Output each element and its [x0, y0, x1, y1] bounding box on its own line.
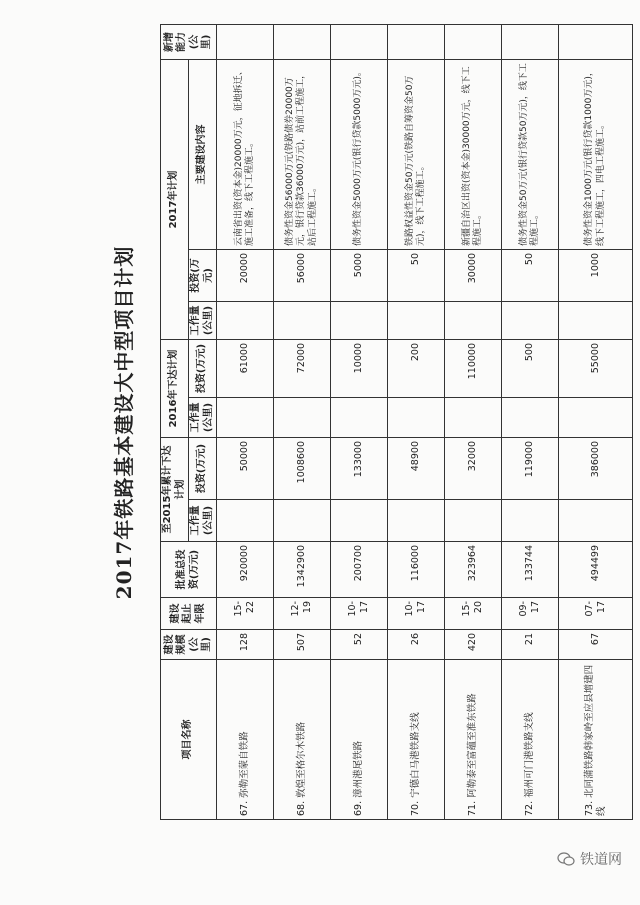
y2017-invest-cell: 5000 — [331, 250, 388, 302]
content-cell: 云南省出资(资本金)20000万元，征地拆迁、施工准备，线下工程施工。 — [217, 59, 274, 249]
content-cell: 铁路权益性资金50万元(铁路自筹资金50万元)，线下工程施工。 — [388, 59, 445, 249]
project-name: 68. 敦煌至格尔木铁路 — [274, 660, 331, 820]
header-2016-workload: 工作量(公里) — [189, 398, 217, 438]
header-2017: 2017年计划 — [161, 59, 189, 339]
plan-table — [160, 24, 633, 820]
y2016-invest-cell: 72000 — [274, 340, 331, 398]
y2017-workload-cell — [388, 302, 445, 340]
new-capacity-cell — [502, 24, 559, 59]
total-cell: 920000 — [217, 542, 274, 598]
total-cell: 116000 — [388, 542, 445, 598]
y2016-workload-cell — [445, 398, 502, 438]
table-row — [502, 24, 559, 819]
content-cell: 债务性资金50万元(银行贷款50万元)，线下工程施工。 — [502, 59, 559, 249]
y2017-invest-cell: 50 — [502, 250, 559, 302]
years-cell: 10-17 — [331, 598, 388, 630]
cum-invest-cell: 119000 — [502, 438, 559, 500]
header-2017-workload: 工作量(公里) — [189, 302, 217, 340]
scale-cell: 507 — [274, 630, 331, 660]
y2016-workload-cell — [331, 398, 388, 438]
table-row — [388, 24, 445, 819]
cum-invest-cell: 1008600 — [274, 438, 331, 500]
scale-cell: 420 — [445, 630, 502, 660]
cum-workload-cell — [274, 500, 331, 542]
header-years: 建设起止年限 — [161, 598, 217, 630]
new-capacity-cell — [274, 24, 331, 59]
y2016-workload-cell — [502, 398, 559, 438]
watermark — [557, 849, 622, 869]
content-cell: 债务性资金5000万元(银行贷款5000万元)。 — [331, 59, 388, 249]
project-name: 72. 福州可门港铁路支线 — [502, 660, 559, 820]
years-cell: 07-17 — [559, 598, 633, 630]
cum-workload-cell — [388, 500, 445, 542]
content-cell: 新疆自治区出资(资本金)30000万元，线下工程施工。 — [445, 59, 502, 249]
y2017-workload-cell — [559, 302, 633, 340]
total-cell: 323964 — [445, 542, 502, 598]
header-cumulative: 至2015年累计下达计划 — [161, 438, 189, 542]
new-capacity-cell — [388, 24, 445, 59]
y2016-invest-cell: 55000 — [559, 340, 633, 398]
total-cell: 494499 — [559, 542, 633, 598]
y2016-invest-cell: 10000 — [331, 340, 388, 398]
content-cell: 债务性资金1000万元(银行贷款1000万元)，线下工程施工，四电工程施工。 — [559, 59, 633, 249]
scale-cell: 67 — [559, 630, 633, 660]
header-cum-invest: 投资(万元) — [189, 438, 217, 500]
cum-invest-cell: 32000 — [445, 438, 502, 500]
cum-invest-cell: 386000 — [559, 438, 633, 500]
y2016-invest-cell: 61000 — [217, 340, 274, 398]
header-scale: 建设规模(公里) — [161, 630, 217, 660]
header-2016: 2016年下达计划 — [161, 340, 189, 438]
header-name: 项目名称 — [161, 660, 217, 820]
new-capacity-cell — [331, 24, 388, 59]
watermark-text: 铁道网 — [580, 852, 622, 868]
cum-workload-cell — [217, 500, 274, 542]
scale-cell: 21 — [502, 630, 559, 660]
project-name: 69. 漳州港尾铁路 — [331, 660, 388, 820]
cum-invest-cell: 48900 — [388, 438, 445, 500]
y2017-workload-cell — [217, 302, 274, 340]
cum-workload-cell — [502, 500, 559, 542]
cum-invest-cell: 50000 — [217, 438, 274, 500]
header-2017-invest: 投资(万元) — [189, 250, 217, 302]
y2017-invest-cell: 1000 — [559, 250, 633, 302]
table-row — [559, 24, 633, 819]
table-row — [331, 24, 388, 819]
cum-workload-cell — [331, 500, 388, 542]
y2016-workload-cell — [388, 398, 445, 438]
table-row — [445, 24, 502, 819]
page-title: 2017年铁路基本建设大中型项目计划 — [112, 245, 136, 600]
header-new-capacity: 新增能力(公里) — [161, 24, 217, 59]
scale-cell: 128 — [217, 630, 274, 660]
years-cell: 15-22 — [217, 598, 274, 630]
project-name: 73. 北同蒲铁路韩家岭至应县增建四线 — [559, 660, 633, 820]
rotated-table-area — [104, 25, 640, 820]
years-cell: 12-19 — [274, 598, 331, 630]
new-capacity-cell — [559, 24, 633, 59]
scale-cell: 26 — [388, 630, 445, 660]
y2016-invest-cell: 200 — [388, 340, 445, 398]
new-capacity-cell — [217, 24, 274, 59]
y2017-invest-cell: 56000 — [274, 250, 331, 302]
y2017-workload-cell — [502, 302, 559, 340]
y2016-invest-cell: 110000 — [445, 340, 502, 398]
y2016-invest-cell: 500 — [502, 340, 559, 398]
y2017-workload-cell — [274, 302, 331, 340]
project-name: 70. 宁德白马港铁路支线 — [388, 660, 445, 820]
new-capacity-cell — [445, 24, 502, 59]
header-cum-workload: 工作量(公里) — [189, 500, 217, 542]
header-2016-invest: 投资(万元) — [189, 340, 217, 398]
table-row — [274, 24, 331, 819]
project-name: 71. 阿勒泰至富蕴至准东铁路 — [445, 660, 502, 820]
y2017-invest-cell: 50 — [388, 250, 445, 302]
scale-cell: 52 — [331, 630, 388, 660]
total-cell: 133744 — [502, 542, 559, 598]
y2017-workload-cell — [445, 302, 502, 340]
cum-invest-cell: 133000 — [331, 438, 388, 500]
y2016-workload-cell — [274, 398, 331, 438]
project-name: 67. 弥勒至蒙自铁路 — [217, 660, 274, 820]
header-content: 主要建设内容 — [189, 59, 217, 249]
y2016-workload-cell — [217, 398, 274, 438]
y2016-workload-cell — [559, 398, 633, 438]
years-cell: 10-17 — [388, 598, 445, 630]
cum-workload-cell — [445, 500, 502, 542]
cum-workload-cell — [559, 500, 633, 542]
y2017-workload-cell — [331, 302, 388, 340]
header-total: 批准总投资(万元) — [161, 542, 217, 598]
years-cell: 09-17 — [502, 598, 559, 630]
y2017-invest-cell: 20000 — [217, 250, 274, 302]
y2017-invest-cell: 30000 — [445, 250, 502, 302]
total-cell: 1342900 — [274, 542, 331, 598]
wechat-icon — [557, 852, 575, 866]
total-cell: 200700 — [331, 542, 388, 598]
table-row — [217, 24, 274, 819]
content-cell: 债务性资金56000万元(铁路债券20000万元，银行贷款36000万元)，站前工程施工，站后工程施工。 — [274, 59, 331, 249]
years-cell: 15-20 — [445, 598, 502, 630]
